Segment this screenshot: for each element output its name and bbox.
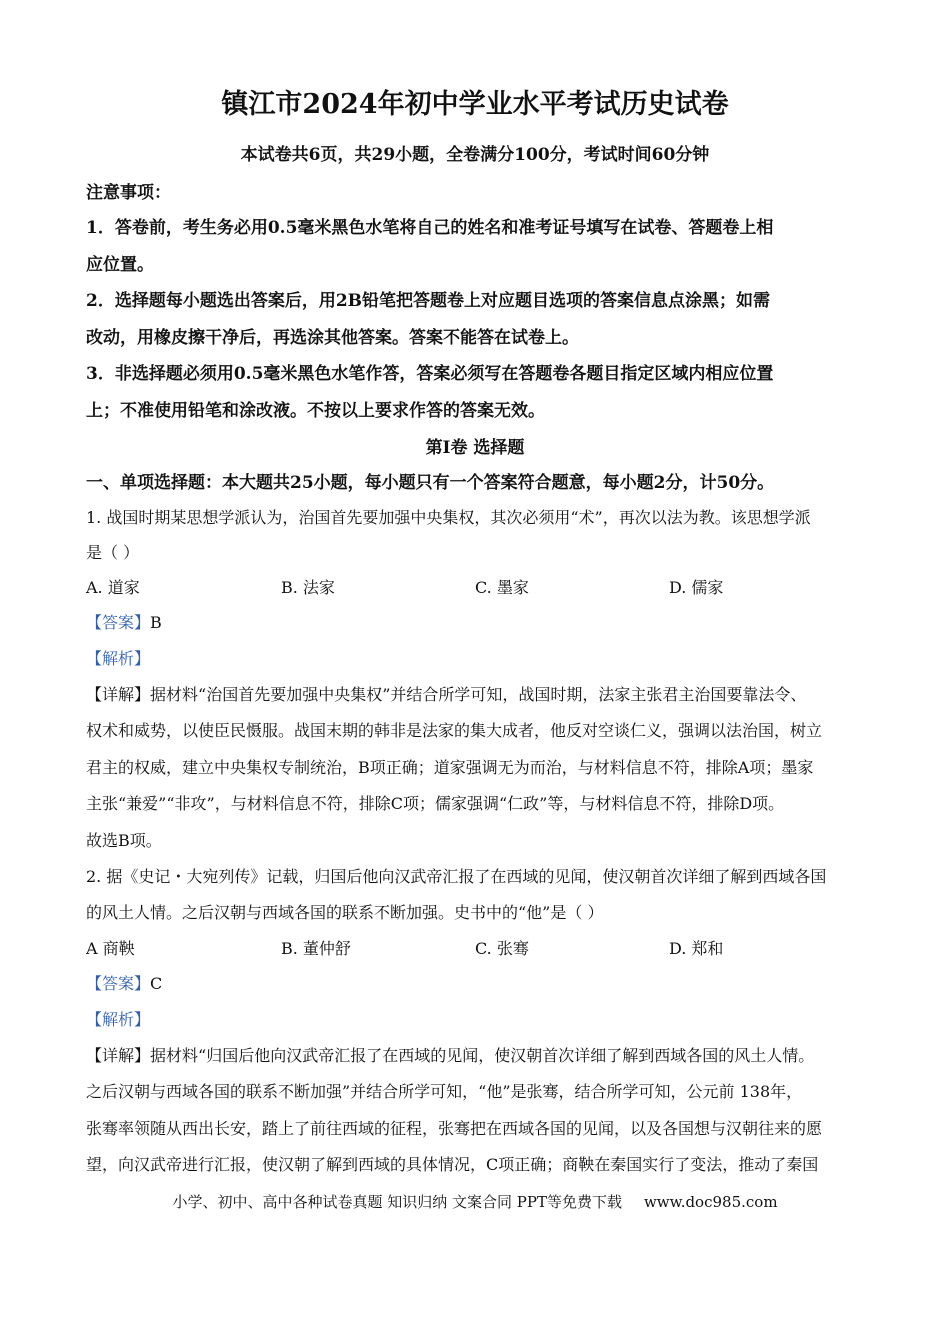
question-1-answer — [86, 610, 162, 633]
section-title: 第Ⅰ卷 选择题 — [425, 438, 525, 458]
question-2-detail-line-4: 望，向汉武帝进行汇报，使汉朝了解到西域的具体情况，C项正确；商鞅在秦国实行了变法，推动了秦国 — [86, 1155, 819, 1174]
question-2-stem-line-2: 的风土人情。之后汉朝与西域各国的联系不断加强。史书中的“他”是（ ） — [86, 903, 604, 922]
question-2-option-c: C. 张骞 — [475, 939, 529, 958]
question-2-stem-line-1: 2. 据《史记・大宛列传》记载，归国后他向汉武帝汇报了在西域的见闻，使汉朝首次详细了解到西域各国 — [86, 867, 827, 886]
notice-item-1-line-1: 1．答卷前，考生务必用0.5毫米黑色水笔将自己的姓名和准考证号填写在试卷、答题卷上相 — [86, 218, 774, 238]
exam-title: 镇江市2024年初中学业水平考试历史试卷 — [221, 89, 729, 120]
page-footer — [0, 1191, 950, 1212]
footer-url[interactable]: www.doc985.com — [643, 1193, 778, 1211]
answer-value: C — [150, 974, 163, 993]
answer-tag: 【答案】 — [86, 613, 151, 632]
notice-item-3-line-1: 3．非选择题必须用0.5毫米黑色水笔作答，答案必须写在答题卷各题目指定区域内相应位置 — [86, 364, 774, 384]
question-2-option-b: B. 董仲舒 — [281, 939, 351, 958]
question-1-option-d: D. 儒家 — [669, 578, 724, 597]
question-1-option-b: B. 法家 — [281, 578, 335, 597]
detail-tag: 【详解】 — [86, 1046, 151, 1065]
detail-text: 据材料“治国首先要加强中央集权”并结合所学可知，战国时期，法家主张君主治国要靠法令、 — [150, 685, 807, 704]
part-heading: 一、单项选择题：本大题共25小题，每小题只有一个答案符合题意，每小题2分，计50分。 — [86, 473, 775, 493]
question-1-option-a: A. 道家 — [86, 578, 140, 597]
notice-item-2-line-1: 2．选择题每小题选出答案后，用2B铅笔把答题卷上对应题目选项的答案信息点涂黑；如需 — [86, 291, 771, 311]
footer-text: 小学、初中、高中各种试卷真题 知识归纳 文案合同 PPT等免费下载 — [172, 1193, 622, 1211]
detail-text: 据材料“归国后他向汉武帝汇报了在西域的见闻，使汉朝首次详细了解到西域各国的风土人情。 — [150, 1046, 815, 1065]
question-1-detail-line-3: 君主的权威，建立中央集权专制统治，B项正确；道家强调无为而治，与材料信息不符，排除A项；墨家 — [86, 758, 814, 777]
notice-item-2-line-2: 改动，用橡皮擦干净后，再选涂其他答案。答案不能答在试卷上。 — [86, 328, 579, 348]
notice-item-3-line-2: 上；不准使用铅笔和涂改液。不按以上要求作答的答案无效。 — [86, 401, 545, 421]
question-2-answer — [86, 971, 162, 994]
question-1-analysis-tag: 【解析】 — [86, 649, 151, 668]
question-1-option-c: C. 墨家 — [475, 578, 529, 597]
question-2-option-d: D. 郑和 — [669, 939, 724, 958]
question-1-detail-line-2: 权术和威势，以使臣民慑服。战国末期的韩非是法家的集大成者，他反对空谈仁义，强调以法治国，树立 — [86, 721, 823, 740]
question-1-stem-line-2: 是（ ） — [86, 543, 140, 562]
notice-item-1-line-2: 应位置。 — [86, 255, 154, 275]
question-1-detail-line-1 — [86, 682, 806, 705]
detail-tag: 【详解】 — [86, 685, 151, 704]
question-2-detail-line-3: 张骞率领随从西出长安，踏上了前往西域的征程，张骞把在西域各国的见闻，以及各国想与汉朝往来的愿 — [86, 1119, 823, 1138]
question-1-detail-line-5: 故选B项。 — [86, 831, 162, 850]
answer-value: B — [150, 613, 162, 632]
exam-subtitle: 本试卷共6页，共29小题，全卷满分100分，考试时间60分钟 — [240, 145, 710, 165]
question-2-detail-line-2: 之后汉朝与西域各国的联系不断加强”并结合所学可知，“他”是张骞，结合所学可知，公元前 138年， — [86, 1082, 803, 1101]
answer-tag: 【答案】 — [86, 974, 151, 993]
question-2-analysis-tag: 【解析】 — [86, 1010, 151, 1029]
question-2-detail-line-1 — [86, 1043, 814, 1066]
question-2-option-a: A 商鞅 — [86, 939, 135, 958]
question-1-stem-line-1: 1. 战国时期某思想学派认为，治国首先要加强中央集权，其次必须用“术”，再次以法为教。该思想学派 — [86, 508, 811, 527]
question-1-detail-line-4: 主张“兼爱”“非攻”，与材料信息不符，排除C项；儒家强调“仁政”等，与材料信息不符，排除D项。 — [86, 794, 785, 813]
notice-heading: 注意事项： — [86, 183, 171, 203]
